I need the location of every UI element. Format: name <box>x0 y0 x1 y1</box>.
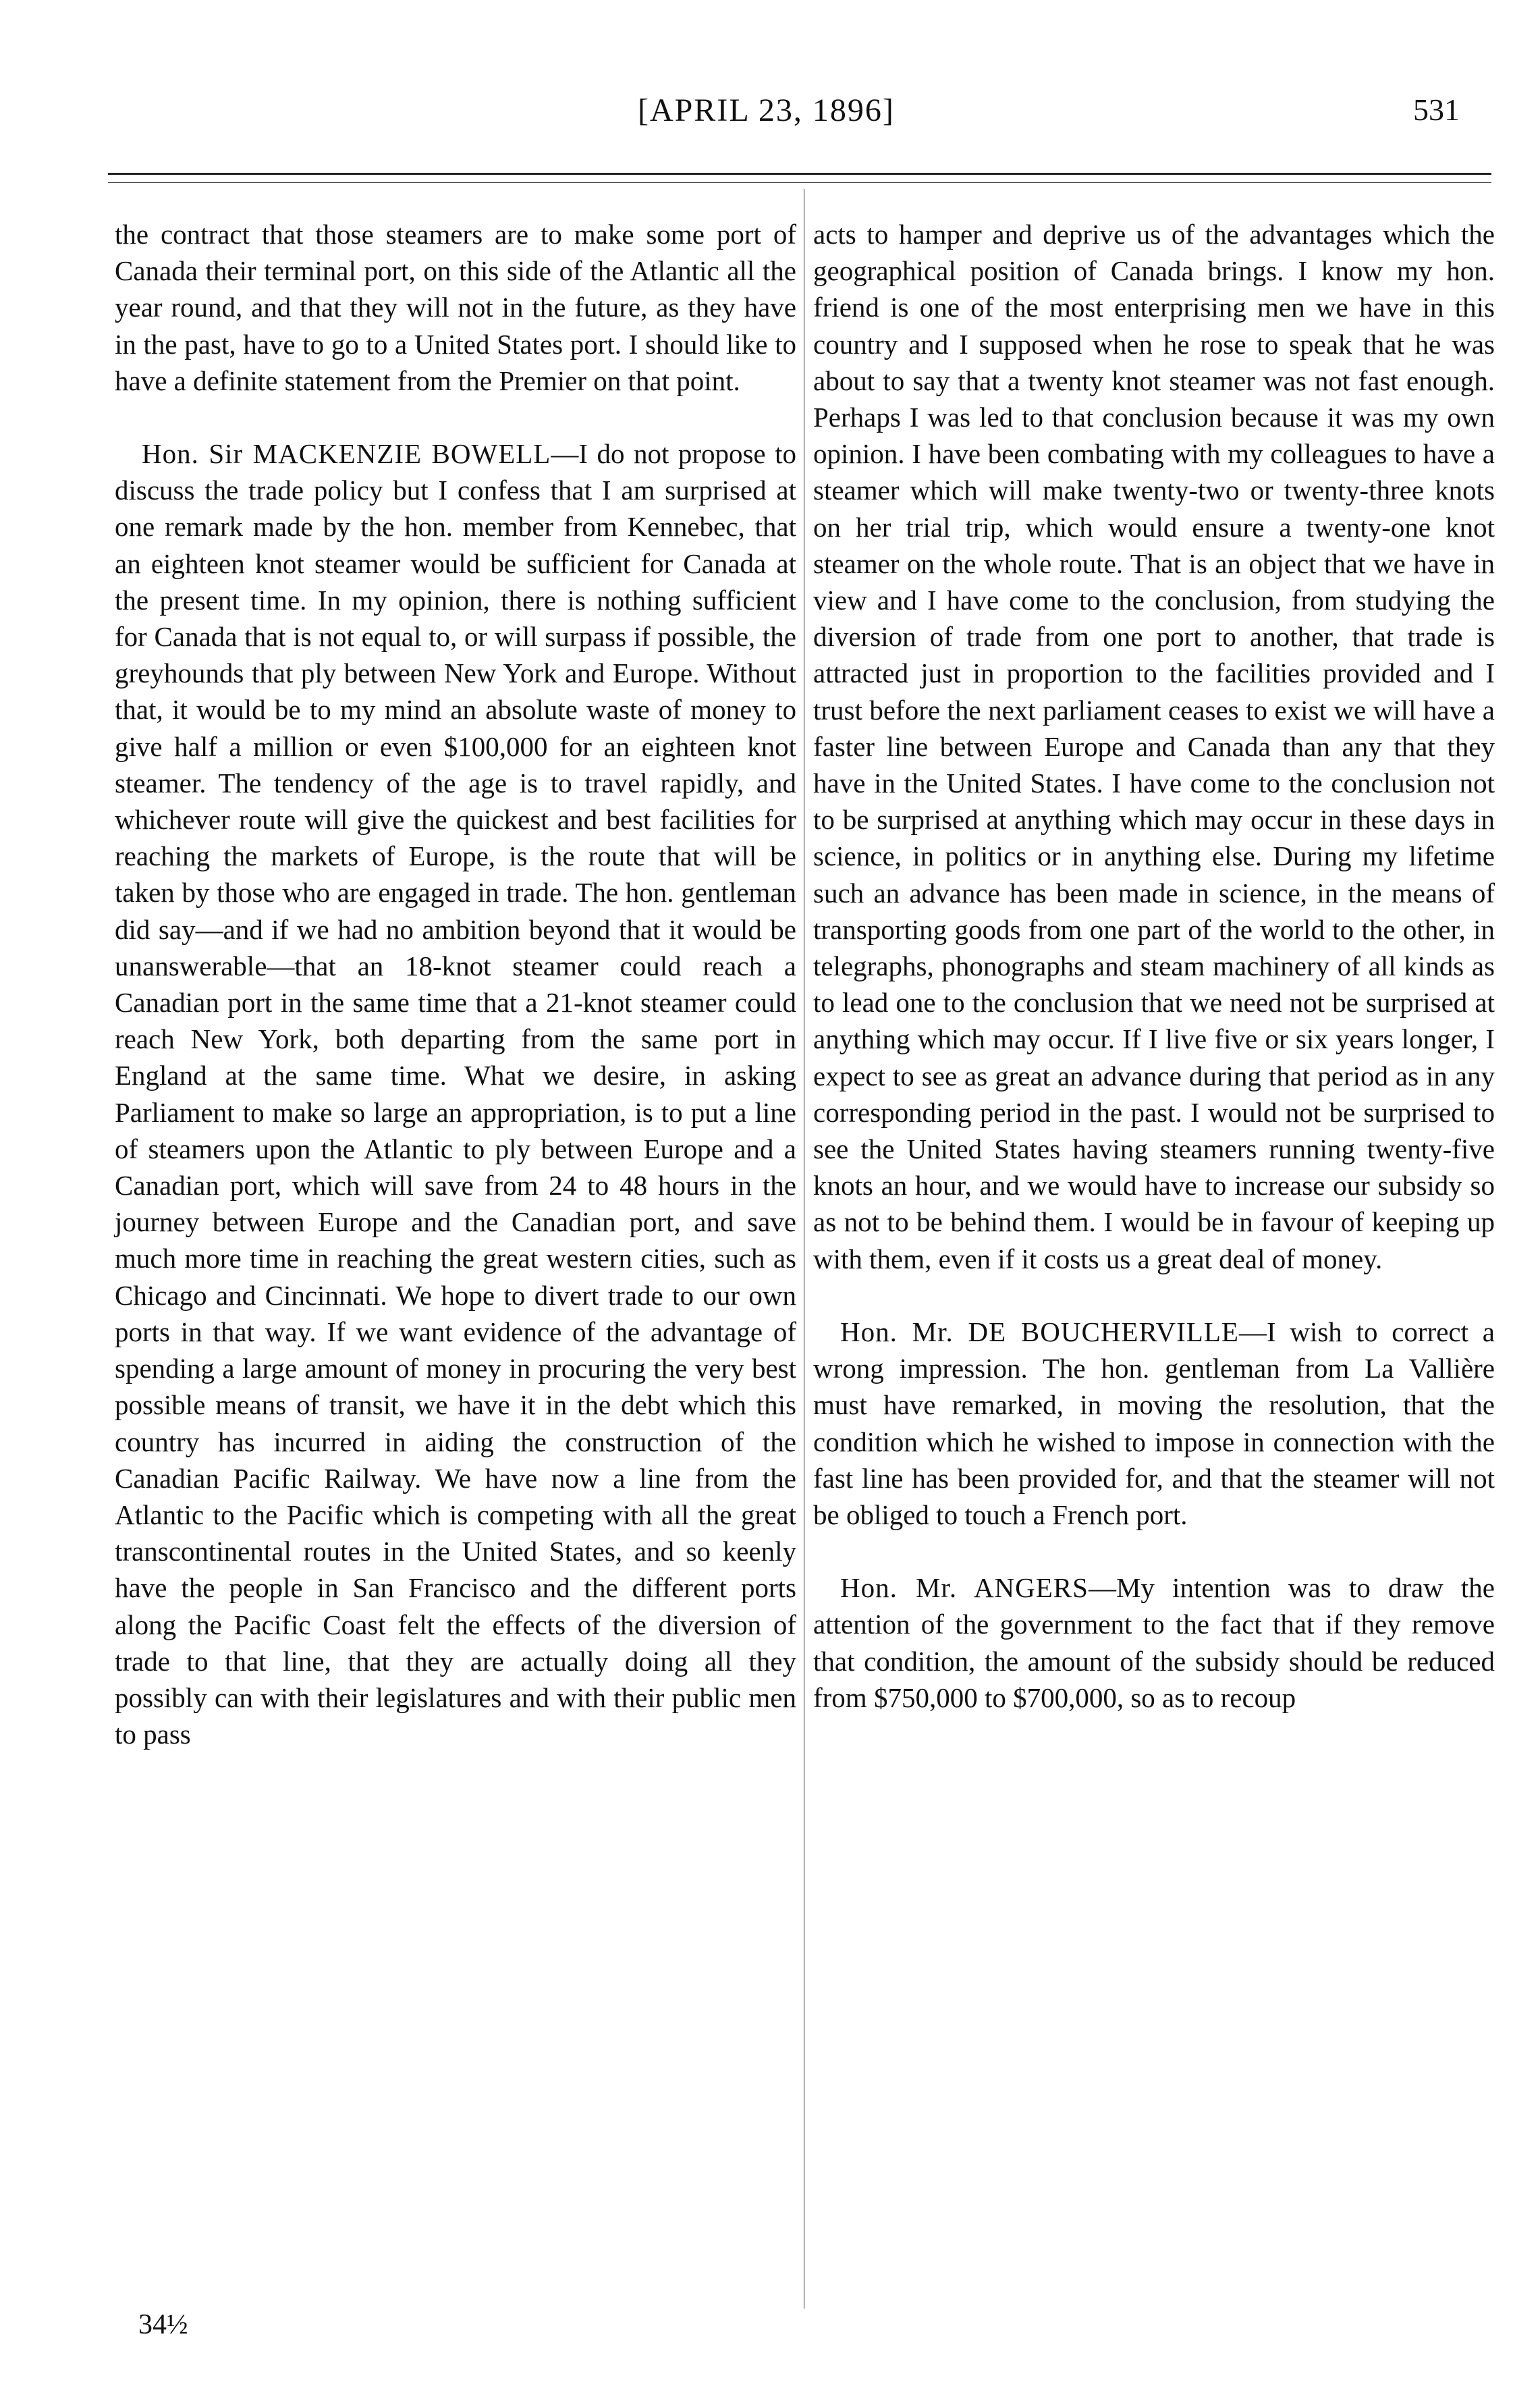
speech-text: —I do not propose to discuss the trade policy but I confess that I am surprised at one remark made by the hon. member from Kennebec, that an eighteen knot steamer would be sufficient for Canada at the present time. In my opinion, there is nothing sufficient for Canada that is not equal to, or will surpass if possible, the greyhounds that ply between New York and Europe. Without that, it would be to my mind an absolute waste of money to give half a million or even $100,000 for an eighteen knot steamer. The tendency of the age is to travel rapidly, and whichever route will give the quickest and best facilities for reaching the markets of Europe, is the route that will be taken by those who are engaged in trade. The hon. gentleman did say—and if we had no ambition beyond that it would be unanswerable—that an 18-knot steamer could reach a Canadian port in the same time that a 21-knot steamer could reach New York, both departing from the same port in England at the same time. What we desire, in asking Parliament to make so large an appropriation, is to put a line of steamers upon the Atlantic to ply between Europe and a Canadian port, which will save from 24 to 48 hours in the journey between Europe and the Canadian port, and save much more time in reaching the great western cities, such as Chicago and Cincinnati. We hope to divert trade to our own ports in that way. If we want evidence of the advantage of spending a large amount of money in procuring the very best possible means of transit, we have it in the debt which this country has incurred in aiding the construction of the Canadian Pacific Railway. We have now a line from the Atlantic to the Pacific which is competing with all the great transcontinental routes in the United States, and so keenly have the people in San Francisco and the different ports along the Pacific Coast felt the effects of the diversion of trade to that line, that they are actually doing all they possibly can with their legislatures and with their public men to pass <box>115 438 796 1750</box>
left-paragraph-2 <box>115 435 796 1752</box>
speech-text: —My intention was to draw the attention of the government to the fact that if they remove that condition, the amount of the subsidy should be reduced from $750,000 to $700,000, so as to recoup <box>813 1572 1495 1713</box>
page-header <box>0 92 1540 139</box>
header-rule-thin <box>108 182 1491 183</box>
page-number: 531 <box>1413 92 1460 127</box>
right-paragraph-2 <box>813 1314 1495 1533</box>
signature-mark: 34½ <box>138 2309 188 2340</box>
right-paragraph-3 <box>813 1569 1495 1716</box>
right-paragraph-1: acts to hamper and deprive us of the advantages which the geographical position of Canada brings. I know my hon. friend is one of the most enterprising men we have in this country and I supposed when he rose to speak that he was about to say that a twenty knot steamer was not fast enough. Perhaps I was led to that conclusion because it was my own opinion. I have been combating with my colleagues to have a steamer which will make twenty-two or twenty-three knots on her trial trip, which would ensure a twenty-one knot steamer on the whole route. That is an object that we have in view and I have come to the conclusion, from studying the diversion of trade from one port to another, that trade is attracted just in proportion to the facilities provided and I trust before the next parliament ceases to exist we will have a faster line between Europe and Canada than any that they have in the United States. I have come to the conclusion not to be surprised at anything which may occur in these days in science, in politics or in anything else. During my lifetime such an advance has been made in science, in the means of transporting goods from one part of the world to the other, in telegraphs, phonographs and steam machinery of all kinds as to lead one to the conclusion that we need not be surprised at anything which may occur. If I live five or six years longer, I expect to see as great an advance during that period as in any corresponding period in the past. I would not be surprised to see the United States having steamers running twenty-five knots an hour, and we would have to increase our subsidy so as not to be behind them. I would be in favour of keeping up with them, even if it costs us a great deal of money. <box>813 219 1495 1274</box>
header-date: [APRIL 23, 1896] <box>638 92 895 128</box>
speaker-name: Hon. Mr. DE BOUCHERVILLE <box>840 1316 1239 1347</box>
left-column <box>115 216 796 1752</box>
speaker-name: Hon. Mr. ANGERS <box>840 1572 1089 1604</box>
speaker-name: Hon. Sir MACKENZIE BOWELL <box>142 438 551 470</box>
left-paragraph-1: the contract that those steamers are to make some port of Canada their terminal port, on this side of the Atlantic all the year round, and that they will not in the future, as they have in the past, have to go to a United States port. I should like to have a definite statement from the Premier on that point. <box>115 219 796 396</box>
speech-text: —I wish to correct a wrong impression. The hon. gentleman from La Vallière must have remarked, in moving the resolution, that the condition which he wished to impose in connection with the fast line has been provided for, and that the steamer will not be obliged to touch a French port. <box>813 1316 1495 1530</box>
header-rule <box>108 173 1491 175</box>
right-column <box>813 216 1495 1716</box>
